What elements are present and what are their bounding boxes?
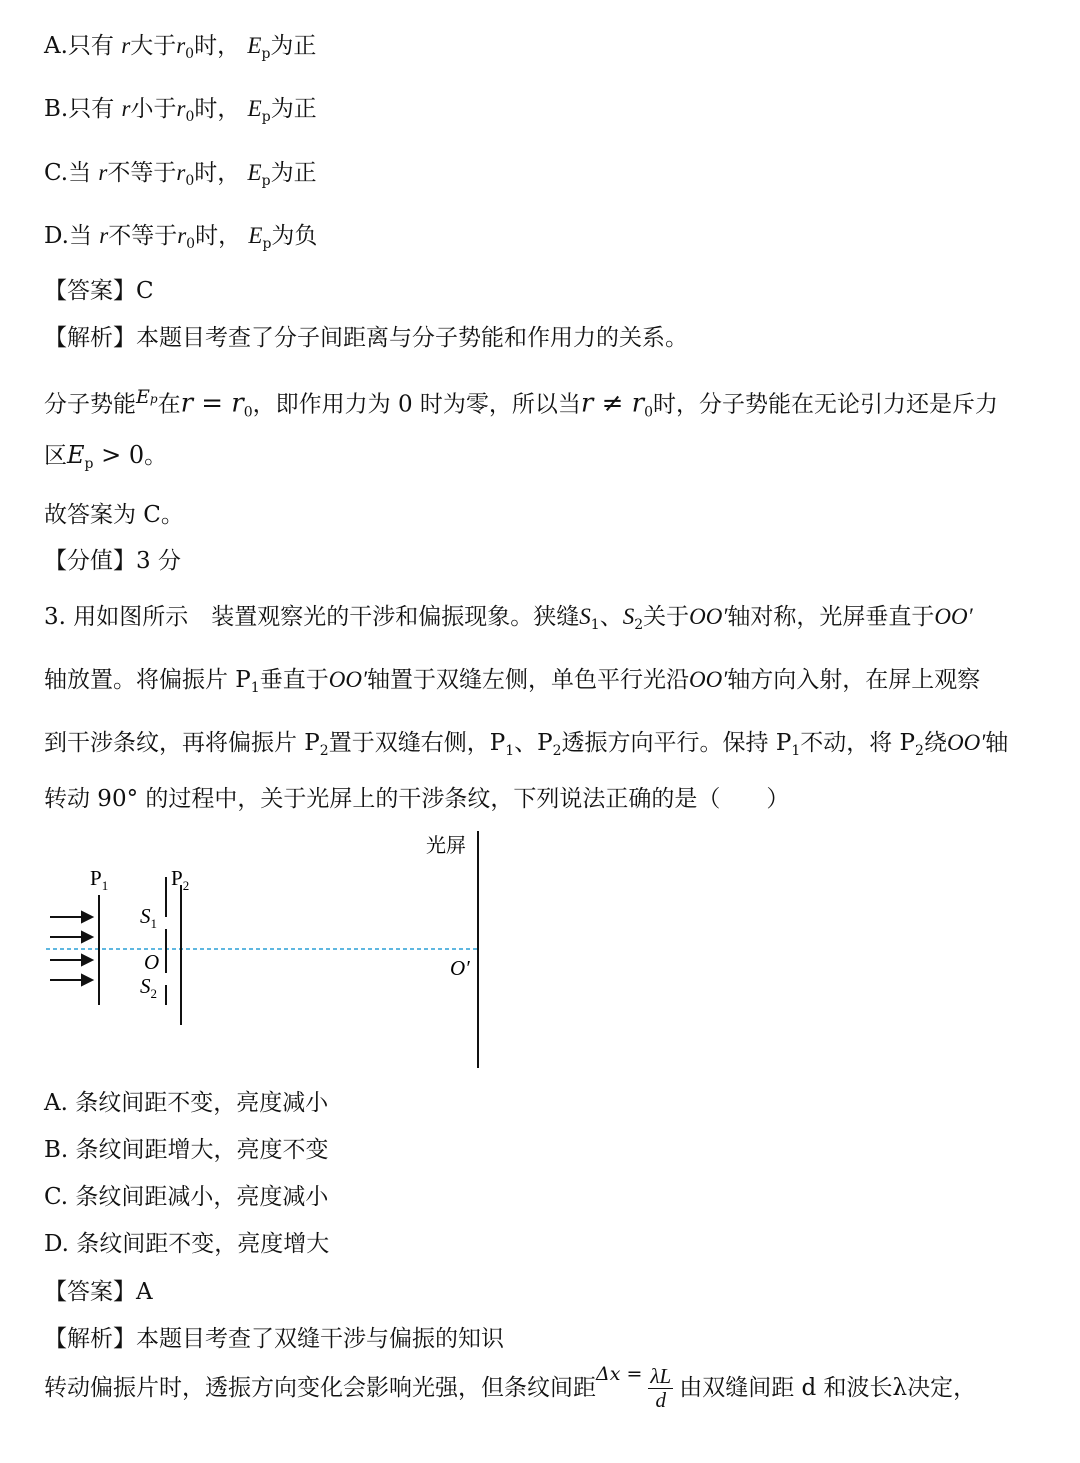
p1-label: $P_1$: [90, 866, 109, 893]
q3-option-b: B. 条纹间距增大，亮度不变: [44, 1137, 329, 1163]
q3-stem-line4: 转动 90° 的过程中，关于光屏上的干涉条纹，下列说法正确的是（ ）: [44, 786, 790, 812]
q3-option-a: A. 条纹间距不变，亮度减小: [44, 1090, 329, 1116]
q3-answer: 【答案】A: [44, 1279, 153, 1305]
p2-label: $P_2$: [171, 866, 190, 893]
q2-explanation-line2: 区$E_p > 0$。: [44, 441, 168, 472]
q2-option-d: D.当 r不等于$r_0$时， $E_p$为负: [44, 223, 318, 252]
q3-option-d: D. 条纹间距不变，亮度增大: [44, 1231, 330, 1257]
q2-conclusion: 故答案为 C。: [44, 502, 184, 528]
s2-label: $S_2$: [140, 974, 157, 1001]
q2-option-b: B.只有 r小于$r_0$时， $E_p$为正: [44, 96, 317, 125]
q3-explanation: 转动偏振片时，透振方向变化会影响光强，但条纹间距$^{\Delta x =}$ $\frac{\lambda L}{d}$ 由双缝间距 d 和波长λ决定，: [44, 1363, 977, 1413]
q2-answer: 【答案】C: [44, 278, 154, 304]
o-prime-label: O′: [450, 956, 470, 980]
q2-option-c: C.当 r不等于$r_0$时， $E_p$为正: [44, 160, 317, 189]
interference-diagram: [40, 825, 500, 1075]
q2-analysis: 【解析】本题目考查了分子间距离与分子势能和作用力的关系。: [44, 325, 688, 351]
q3-analysis: 【解析】本题目考查了双缝干涉与偏振的知识: [44, 1326, 504, 1352]
q2-score: 【分值】3 分: [44, 548, 181, 574]
q3-option-c: C. 条纹间距减小，亮度减小: [44, 1184, 329, 1210]
s1-label: $S_1$: [140, 904, 157, 931]
fraction-lambda-l-over-d: $\frac{\lambda L}{d}$: [650, 1364, 672, 1413]
q3-stem-line1: 3. 用如图所示 装置观察光的干涉和偏振现象。狭缝$S_1$、$S_2$关于OO′轴对称，光屏垂直于OO′: [44, 604, 973, 633]
q3-stem-line2: 轴放置。将偏振片 $P_1$垂直于OO′轴置于双缝左侧，单色平行光沿OO′轴方向入射，在屏上观察: [44, 667, 981, 696]
q3-stem-line3: 到干涉条纹，再将偏振片 $P_2$置于双缝右侧，$P_1$、$P_2$透振方向平行。保持 $P_1$不动，将 $P_2$绕OO′轴: [44, 730, 1009, 759]
q2-explanation-line1: 分子势能$^{Ep}$在$r = r_0$，即作用力为 0 时为零，所以当$r \ne r_0$时，分子势能在无论引力还是斥力: [44, 386, 999, 421]
screen-label: 光屏: [426, 835, 466, 857]
q2-option-a: A.只有 r大于$r_0$时， $E_p$为正: [44, 33, 317, 62]
o-label: O: [144, 950, 160, 974]
